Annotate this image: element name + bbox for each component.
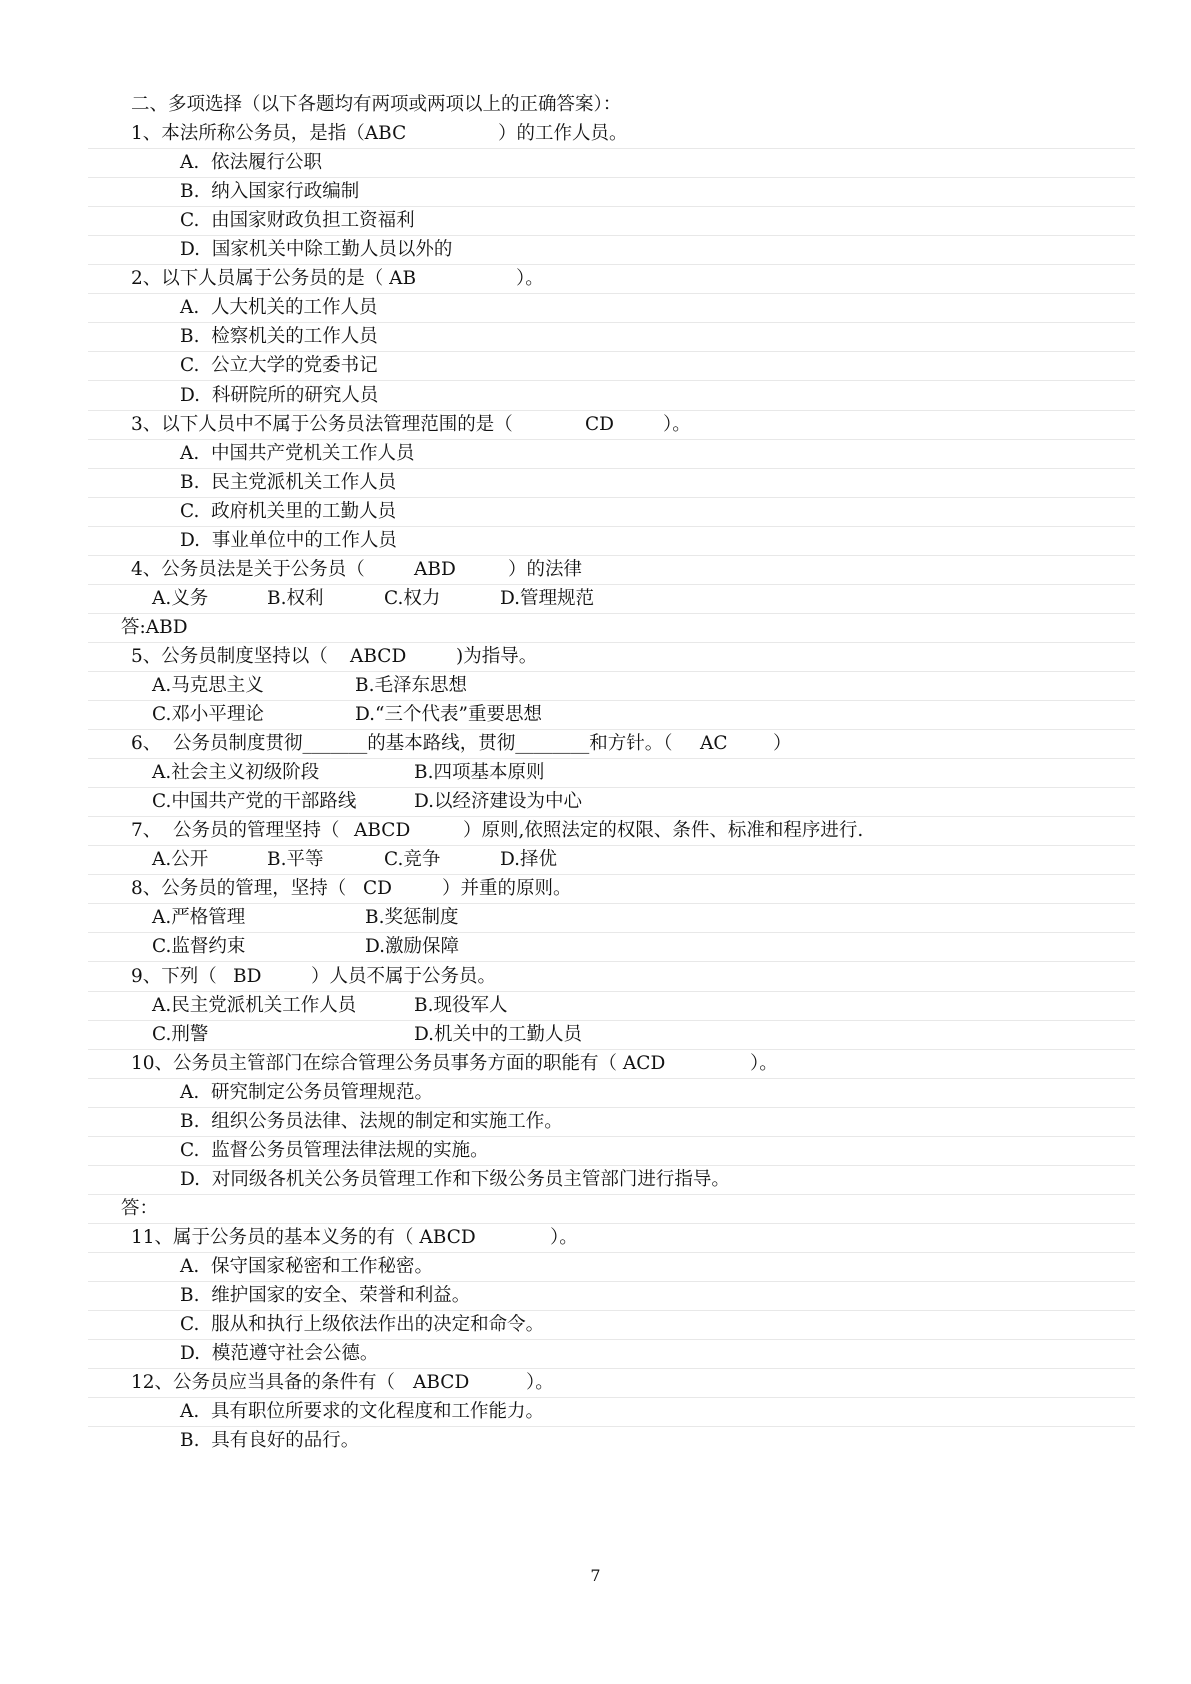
section-title: 二、多项选择（以下各题均有两项或两项以上的正确答案）： [131, 94, 622, 115]
line-text: B.奖惩制度 [365, 907, 459, 929]
text-line [88, 1193, 1135, 1224]
text-line [88, 1280, 1135, 1311]
line-text: ） [773, 733, 792, 755]
line-text: C.权力 [384, 587, 441, 609]
text-line [88, 699, 1135, 730]
line-text: 答:ABD [121, 616, 188, 638]
line-text: B.平等 [267, 849, 324, 871]
text-line [88, 292, 1135, 323]
text-line [88, 757, 1135, 788]
line-text: A.义务 [152, 587, 209, 609]
line-text: D.“三个代表”重要思想 [355, 704, 542, 726]
text-line [88, 1396, 1135, 1427]
text-line [88, 409, 1135, 440]
line-text: B. 组织公务员法律、法规的制定和实施工作。 [180, 1110, 563, 1132]
text-line [88, 815, 1135, 846]
line-text: 1、本法所称公务员，是指（ABC [131, 123, 407, 145]
text-line [88, 205, 1135, 236]
line-text: A.社会主义初级阶段 [152, 762, 320, 784]
text-line [88, 1077, 1135, 1108]
line-text: AC [700, 733, 728, 755]
text-line [88, 118, 1135, 149]
line-text: 8、公务员的管理，坚持（ [131, 878, 347, 900]
line-text: 12、公务员应当具备的条件有（ [131, 1372, 396, 1394]
line-text: C.监督约束 [152, 936, 246, 958]
line-text: ）。 [526, 1372, 554, 1394]
line-text: B. 民主党派机关工作人员 [180, 471, 397, 493]
line-text: B. 纳入国家行政编制 [180, 181, 360, 203]
line-text: D.管理规范 [500, 587, 595, 609]
line-text: 4、公务员法是关于公务员（ [131, 558, 365, 580]
line-text: D. 对同级各机关公务员管理工作和下级公务员主管部门进行指导。 [180, 1168, 730, 1190]
text-line [88, 1135, 1135, 1166]
line-text: )为指导。 [456, 645, 538, 667]
line-text: C. 政府机关里的工勤人员 [180, 500, 397, 522]
text-line [88, 496, 1135, 527]
text-line [88, 612, 1135, 643]
line-text: ）人员不属于公务员。 [311, 965, 497, 987]
text-line [88, 728, 1135, 759]
line-text: A. 具有职位所要求的文化程度和工作能力。 [180, 1401, 545, 1423]
line-text: ABD [414, 558, 456, 580]
line-text: ABCD [413, 1372, 470, 1394]
line-text: A. 中国共产党机关工作人员 [180, 442, 415, 464]
text-line [88, 641, 1135, 672]
line-text: ）。 [663, 413, 691, 435]
text-line [88, 1019, 1135, 1050]
line-text: BD [233, 965, 262, 987]
line-text: C. 公立大学的党委书记 [180, 355, 378, 377]
text-line [88, 1425, 1135, 1456]
text-line [88, 873, 1135, 904]
text-line [88, 554, 1135, 585]
text-line [88, 1222, 1135, 1253]
line-text: D.择优 [500, 849, 558, 871]
line-text: CD [585, 413, 614, 435]
text-line [88, 670, 1135, 701]
line-text: ABCD [350, 645, 407, 667]
text-line [88, 1309, 1135, 1340]
line-text: 6、 公务员制度贯彻_______的基本路线，贯彻________和方针。（ [131, 733, 673, 755]
text-line [88, 961, 1135, 992]
text-line [88, 467, 1135, 498]
line-text: 5、公务员制度坚持以（ [131, 645, 328, 667]
line-text: A.马克思主义 [152, 675, 264, 696]
line-text: D.机关中的工勤人员 [414, 1023, 583, 1045]
text-line [88, 350, 1135, 381]
line-text: B. 检察机关的工作人员 [180, 326, 378, 348]
line-text: B.毛泽东思想 [355, 675, 467, 696]
line-text: C. 服从和执行上级依法作出的决定和命令。 [180, 1314, 545, 1336]
line-text: 11、属于公务员的基本义务的有（ ABCD [131, 1226, 476, 1248]
line-text: C.邓小平理论 [152, 704, 264, 726]
text-line [88, 147, 1135, 178]
line-text: ABCD [354, 820, 411, 842]
line-text: ）原则,依照法定的权限、条件、标准和程序进行. [463, 820, 864, 842]
text-line [88, 263, 1135, 294]
line-text: ）并重的原则。 [442, 878, 572, 900]
text-line [88, 583, 1135, 614]
text-line [88, 1048, 1135, 1079]
text-line [88, 1338, 1135, 1369]
line-text: A. 保守国家秘密和工作秘密。 [180, 1256, 434, 1277]
line-text: A. 依法履行公职 [180, 152, 323, 174]
line-text: 9、下列（ [131, 965, 217, 987]
text-line [88, 176, 1135, 207]
line-text: A.公开 [152, 849, 209, 871]
line-text: ）。 [516, 268, 544, 290]
line-text: B. 维护国家的安全、荣誉和利益。 [180, 1285, 471, 1307]
line-text: ）。 [750, 1052, 778, 1074]
line-text: ）。 [550, 1226, 578, 1248]
line-text: C. 由国家财政负担工资福利 [180, 210, 415, 232]
text-line [88, 786, 1135, 817]
text-line [88, 931, 1135, 962]
text-line [88, 844, 1135, 875]
text-line [88, 902, 1135, 933]
text-line [88, 438, 1135, 469]
line-text: 10、公务员主管部门在综合管理公务员事务方面的职能有（ ACD [131, 1052, 666, 1074]
line-text: 7、 公务员的管理坚持（ [131, 820, 340, 842]
text-line [88, 1367, 1135, 1398]
line-text: 2、以下人员属于公务员的是（ AB [131, 268, 417, 290]
line-text: D.以经济建设为中心 [414, 791, 583, 813]
section-title-line [88, 89, 1135, 120]
line-text: 答： [121, 1197, 159, 1219]
line-text: D. 模范遵守社会公德。 [180, 1343, 379, 1365]
page-number: 7 [590, 1566, 601, 1585]
line-text: D. 国家机关中除工勤人员以外的 [180, 239, 453, 261]
line-text: A.民主党派机关工作人员 [152, 994, 357, 1016]
line-text: C.竞争 [384, 849, 441, 871]
line-text: C.中国共产党的干部路线 [152, 791, 357, 813]
line-text: D. 科研院所的研究人员 [180, 384, 379, 406]
text-line [88, 234, 1135, 265]
line-text: D. 事业单位中的工作人员 [180, 529, 397, 551]
line-text: A.严格管理 [152, 907, 246, 929]
text-line [88, 1251, 1135, 1282]
line-text: D.激励保障 [365, 936, 460, 958]
text-line [88, 1106, 1135, 1137]
line-text: B.现役军人 [414, 994, 508, 1016]
line-text: B.四项基本原则 [414, 762, 545, 784]
text-line [88, 380, 1135, 411]
line-text: A. 人大机关的工作人员 [180, 297, 378, 319]
line-text: ）的法律 [508, 558, 583, 580]
line-text: C.刑警 [152, 1023, 209, 1045]
text-line [88, 321, 1135, 352]
line-text: B. 具有良好的品行。 [180, 1430, 360, 1452]
text-line [88, 990, 1135, 1021]
text-line [88, 1164, 1135, 1195]
line-text: A. 研究制定公务员管理规范。 [180, 1081, 434, 1103]
line-text: B.权利 [267, 587, 324, 609]
line-text: ）的工作人员。 [498, 123, 628, 145]
text-line [88, 525, 1135, 556]
line-text: CD [363, 878, 392, 900]
line-text: C. 监督公务员管理法律法规的实施。 [180, 1139, 489, 1161]
line-text: 3、以下人员中不属于公务员法管理范围的是（ [131, 413, 513, 435]
